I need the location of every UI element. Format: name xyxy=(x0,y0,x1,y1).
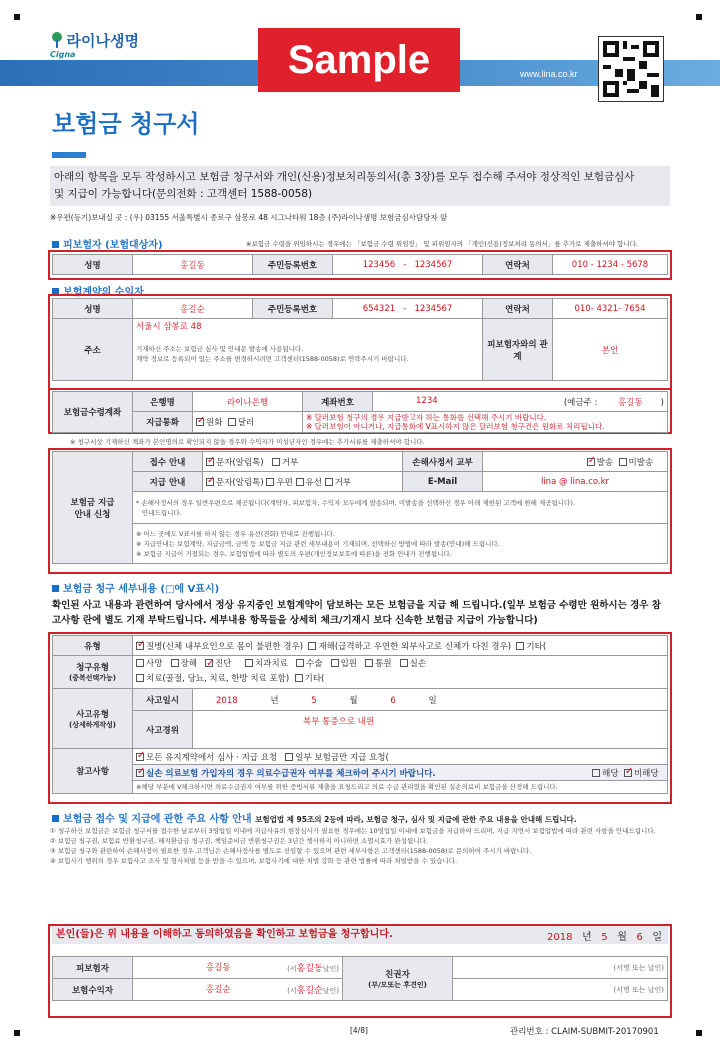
holder-value: 홍길동 xyxy=(618,397,643,408)
guide-table xyxy=(52,451,668,564)
guide-note-cell xyxy=(133,524,668,564)
ben-sign-label: 보험수익자 xyxy=(53,979,133,1001)
detail-table xyxy=(52,635,668,794)
sample-stamp: Sample xyxy=(258,28,460,92)
all-contracts-checkbox[interactable] xyxy=(136,753,144,761)
acct-label: 계좌번호 xyxy=(303,392,373,412)
pay-options: ✓ 문자(알림톡) 우편 유선 거부 xyxy=(203,472,403,492)
medical-aid-checkbox[interactable] xyxy=(136,769,144,777)
guide-note: ※ 지급안내는 보험계약, 지급금액, 금액 등 보험금 지급 관련 세부내용이 기재되며, 선택하신 방법에 따라 발송(안내)해 드립니다. xyxy=(136,539,500,548)
adjuster-no-checkbox[interactable] xyxy=(619,458,627,466)
type-options: ✓ 질병(신체 내부요인으로 몸이 불편한 경우) 재해(급격하고 우연한 외부사고로 신체가 다친 경우) 기타( xyxy=(133,636,668,656)
insured-table xyxy=(52,254,668,275)
consent-text: 본인(들)은 위 내용을 이해하고 동의하였음을 확인하고 보험금을 청구합니다. xyxy=(56,929,393,940)
accident-checkbox[interactable] xyxy=(308,642,316,650)
rrn-label: 주민등록번호 xyxy=(253,299,333,319)
dollar-label: 달러 xyxy=(237,418,255,428)
insured-note: ※보험금 수령을 위임하시는 경우에는 「보험금 수령 위임장」 및 피위임자의 「개인(신용)정보처리 동의서」를 추가로 제출하셔야 합니다. xyxy=(246,240,638,248)
surgery-checkbox[interactable] xyxy=(296,659,304,667)
ben-sign-cell[interactable]: 홍길순 (서홍길순날인) xyxy=(133,979,343,1001)
receipt-options: ✓ 문자(알림톡) 거부 xyxy=(203,452,403,472)
account-label: 보험금수령계좌 xyxy=(53,392,133,433)
contact-label: 연락처 xyxy=(483,299,553,319)
guardian-sign-1[interactable]: (서명 또는 날인) xyxy=(453,957,668,979)
won-label: 원화 xyxy=(206,418,223,428)
actual-loss-checkbox[interactable] xyxy=(400,659,408,667)
notice-line: 아래의 항목을 모두 작성하시고 보험금 청구서와 개인(신용)정보처리동의서(총 3장)를 모두 접수해 주셔야 정상적인 보험금심사 xyxy=(54,171,635,183)
bank-value[interactable]: 라이나은행 xyxy=(193,392,303,412)
currency-note: ※ 달러보험이 아니거나, 지급통화에 V표시하지 않은 달러보험 청구건은 원화로 처리됩니다. xyxy=(306,422,605,431)
section-detail: 보험금 청구 세부내용 (□에 V표시) xyxy=(52,580,219,595)
claim-etc-checkbox[interactable] xyxy=(295,674,303,682)
dollar-checkbox[interactable] xyxy=(228,418,236,426)
consent-date: 2018 년 5 월 6 일 xyxy=(547,932,662,943)
guardian-label: 친권자 (부/모또는 후견인) xyxy=(343,957,453,1001)
acct-value: 1234 xyxy=(416,395,438,406)
insured-contact[interactable]: 010 - 1234 - 5678 xyxy=(553,255,668,275)
currency-label: 지급통화 xyxy=(133,412,193,433)
etc-checkbox[interactable] xyxy=(516,642,524,650)
section-insured: 피보험자 (보험대상자) xyxy=(52,236,163,251)
holder-suffix: ) xyxy=(660,397,664,408)
email-label: E-Mail xyxy=(403,472,483,492)
cigna-label: Cigna xyxy=(50,50,76,59)
qr-code-icon[interactable] xyxy=(598,36,664,102)
crop-mark xyxy=(696,14,702,20)
receipt-sms-checkbox[interactable] xyxy=(206,458,214,466)
death-checkbox[interactable] xyxy=(136,659,144,667)
section-beneficiary: 보험계약의 수익자 xyxy=(52,283,144,298)
crop-mark xyxy=(14,1030,20,1036)
disease-checkbox[interactable] xyxy=(136,642,144,650)
outpatient-checkbox[interactable] xyxy=(365,659,373,667)
course-value[interactable]: 복부 통증으로 내원 xyxy=(193,711,668,749)
adjuster-options: ✓ 발송 미발송 xyxy=(483,452,668,472)
adjuster-send-checkbox[interactable] xyxy=(587,458,595,466)
currency-options xyxy=(193,412,303,433)
insured-sign-label: 피보험자 xyxy=(53,957,133,979)
beneficiary-rrn[interactable]: 654321 - 1234567 xyxy=(333,299,483,319)
acct-cell[interactable] xyxy=(373,392,668,412)
diagnosis-checkbox[interactable] xyxy=(205,659,213,667)
hospital-checkbox[interactable] xyxy=(331,659,339,667)
address-label: 주소 xyxy=(53,319,133,381)
accident-type-label: 사고유형 (상세하게작성) xyxy=(53,689,133,749)
won-checkbox[interactable] xyxy=(196,418,204,426)
guide-note: * 손해사정서의 경우 일반우편으로 제공됩니다(계약자, 피보험자, 수익자 모두에게 발송되며, 미발송을 선택하신 경우 아래 제한된 고객에 한해 제공됩니다). xyxy=(136,498,575,507)
pay-info-text: ① 청구하신 보험금은 보험금 청구서를 접수한 날로부터 3영업일 이내에 지급사유의 현장심사가 필요한 경우에는 10영업일 이내에 보험금을 지급하여 드리며, 지급 지연시 보험업법에 따라 관련 사항을 안내드립니다. ② 보험금 청구권, 보험료 반환청구권, 해지환급금 청구권, 책임준비금 반환청구권은 3년간 행사하지 아니하면 소멸시효가 완성됩니다. ③ 보험금 청구와 관련하여 손해사정이 필요한 경우 고객님은 손해사정사를 별도로 선임할 수 있으며 관련 세부사항은 고객센터(1588-0058)로 문의하여 주시기 바랍니다. ④ 보험사기 행위의 경우 보험사고 조사 및 형사처벌 등을 받을 수 있으며, 보험사기에 대한 처벌 강화 등 관련 법률에 따라 처벌받을 수 있습니다. xyxy=(50,827,656,865)
address-note: 계약 정보로 등록되어 있는 주소를 변경하시려면 고객센터(1588-0058)로 연락주시기 바랍니다. xyxy=(136,355,409,363)
ref-note-row: ✓실손 의료보험 가입자의 경우 의료수급권자 여부를 체크하여 주시기 바랍니다. 해당 ✓ 비해당 xyxy=(133,765,668,781)
section-pay-info: 보험금 접수 및 지급에 관한 주요 사항 안내 보험업법 제 95조의 2등에 따라, 보험금 청구, 심사 및 지급에 관한 주요 내용을 안내해 드립니다. xyxy=(52,810,577,825)
guardian-sign-2[interactable]: (서명 또는 날인) xyxy=(453,979,668,1001)
address-cell[interactable] xyxy=(133,319,483,381)
account-table xyxy=(52,391,668,433)
contact-label: 연락처 xyxy=(483,255,553,275)
treatment-checkbox[interactable] xyxy=(136,674,144,682)
receipt-label: 접수 안내 xyxy=(133,452,203,472)
insured-rrn[interactable]: 123456 - 1234567 xyxy=(333,255,483,275)
consent-table xyxy=(52,956,668,1001)
not-applicable-checkbox[interactable] xyxy=(624,769,632,777)
name-label: 성명 xyxy=(53,255,133,275)
adjuster-label: 손해사정서 교부 xyxy=(403,452,483,472)
beneficiary-contact[interactable]: 010- 4321- 7654 xyxy=(553,299,668,319)
ref-label: 참고사항 xyxy=(53,749,133,794)
applicable-checkbox[interactable] xyxy=(592,769,600,777)
title-underline xyxy=(52,152,86,158)
crop-mark xyxy=(14,14,20,20)
address-value: 서울시 삼봉로 48 xyxy=(136,322,202,332)
lina-logo xyxy=(50,30,139,51)
guide-note-cell xyxy=(133,492,668,524)
ref-options: ✓모든 유지계약에서 심사 · 지급 요청 일부 보험금만 지급 요청( xyxy=(133,749,668,765)
relation-value[interactable]: 본인 xyxy=(553,319,668,381)
name-label: 성명 xyxy=(53,299,133,319)
partial-checkbox[interactable] xyxy=(285,753,293,761)
rrn-label: 주민등록번호 xyxy=(253,255,333,275)
claim-options: 사망 장해 ✓ 진단 치과치료 수술 입원 통원 실손 치료(골절, 당뇨, 치료, 한방 치료 포함) 기타( xyxy=(133,656,668,689)
currency-note: ※ 달러보험 청구의 경우 지급받고자 하는 통화를 선택해 주시기 바랍니다. xyxy=(306,413,547,422)
date-label: 사고일시 xyxy=(133,689,193,711)
course-label: 사고경위 xyxy=(133,711,193,749)
type-label: 유형 xyxy=(53,636,133,656)
page-title: 보험금 청구서 xyxy=(52,110,200,138)
claim-type-label: 청구유형 (중복선택가능) xyxy=(53,656,133,689)
address-note: 기재하신 주소는 보험금 심사 및 안내문 발송에 사용됩니다. xyxy=(136,345,304,353)
crop-mark xyxy=(696,1030,702,1036)
pay-sms-checkbox[interactable] xyxy=(206,478,214,486)
receipt-none-checkbox[interactable] xyxy=(272,458,280,466)
pay-mail-checkbox[interactable] xyxy=(266,478,274,486)
holder-prefix: (예금주 : xyxy=(563,397,598,408)
mail-address: ※우편(등기)보내실 곳 : (우) 03155 서울특별시 종로구 삼봉로 48 시그나타워 18층 (주)라이나생명 보험금심사담당자 앞 xyxy=(50,213,448,222)
pay-fax-checkbox[interactable] xyxy=(296,478,304,486)
currency-notes xyxy=(303,412,668,433)
insured-name[interactable]: 홍길동 xyxy=(133,255,253,275)
notice-box xyxy=(50,166,670,206)
email-value[interactable]: lina @ lina.co.kr xyxy=(483,472,668,492)
tree-icon xyxy=(50,31,64,49)
guide-note: 안내드립니다. xyxy=(142,508,182,517)
notice-line: 및 지급이 가능합니다(문의전화 : 고객센터 1588-0058) xyxy=(54,188,313,200)
pay-none-checkbox[interactable] xyxy=(325,478,333,486)
guide-note: ※ 어느 곳에도 V표시를 하지 않는 경우 유선(전화) 안내로 진행됩니다. xyxy=(136,529,335,538)
consent-bar xyxy=(52,926,668,944)
dental-checkbox[interactable] xyxy=(245,659,253,667)
site-url[interactable]: www.lina.co.kr xyxy=(520,69,578,79)
detail-intro: 확인된 사고 내용과 관련하여 당사에서 정상 유지중인 보험계약이 담보하는 모든 보험금을 지급 해 드립니다.(일부 보험금 수령만 원하시는 경우 참 고사항 란에 별도 기재 부탁드립니다. 세부내용 항목들을 상세히 체크/기재시 보다 신속한 보험금 지급이 가능합니다) xyxy=(52,600,661,626)
date-cell[interactable]: 2018 년 5 월 6 일 xyxy=(193,689,668,711)
beneficiary-table xyxy=(52,298,668,381)
ref-fine: ※해당 부분에 V체크하시면 의료수급권자 여부를 위한 증빙서류 제출을 요청드리고 의료 수급 관리였을 확인된 실손의료비 보험금을 산정해 드립니다. xyxy=(133,781,668,794)
insured-sign-cell[interactable]: 홍길동 (서홍길동날인) xyxy=(133,957,343,979)
guide-note: ※ 보험금 지급이 거절되는 경우, 보험업법에 따라 별도의 우편(개인정보보호에 따른)을 전화 안내가 진행됩니다. xyxy=(136,549,452,558)
bank-label: 은행명 xyxy=(133,392,193,412)
brand-name: 라이나생명 xyxy=(66,32,139,50)
disability-checkbox[interactable] xyxy=(171,659,179,667)
beneficiary-name[interactable]: 홍길순 xyxy=(133,299,253,319)
page-number: [4/8] xyxy=(350,1026,368,1035)
management-number: 관리번호 : CLAIM-SUBMIT-20170901 xyxy=(510,1027,659,1037)
guide-label: 보험금 지급 안내 신청 xyxy=(53,452,133,564)
pay-label: 지급 안내 xyxy=(133,472,203,492)
relation-label: 피보험자와의 관계 xyxy=(483,319,553,381)
account-note: ※ 청구서상 기재하신 계좌가 본인명의로 확인되지 않을 경우와 수익자가 미성년자인 경우에는 추가서류를 제출하셔야 합니다. xyxy=(70,438,425,446)
